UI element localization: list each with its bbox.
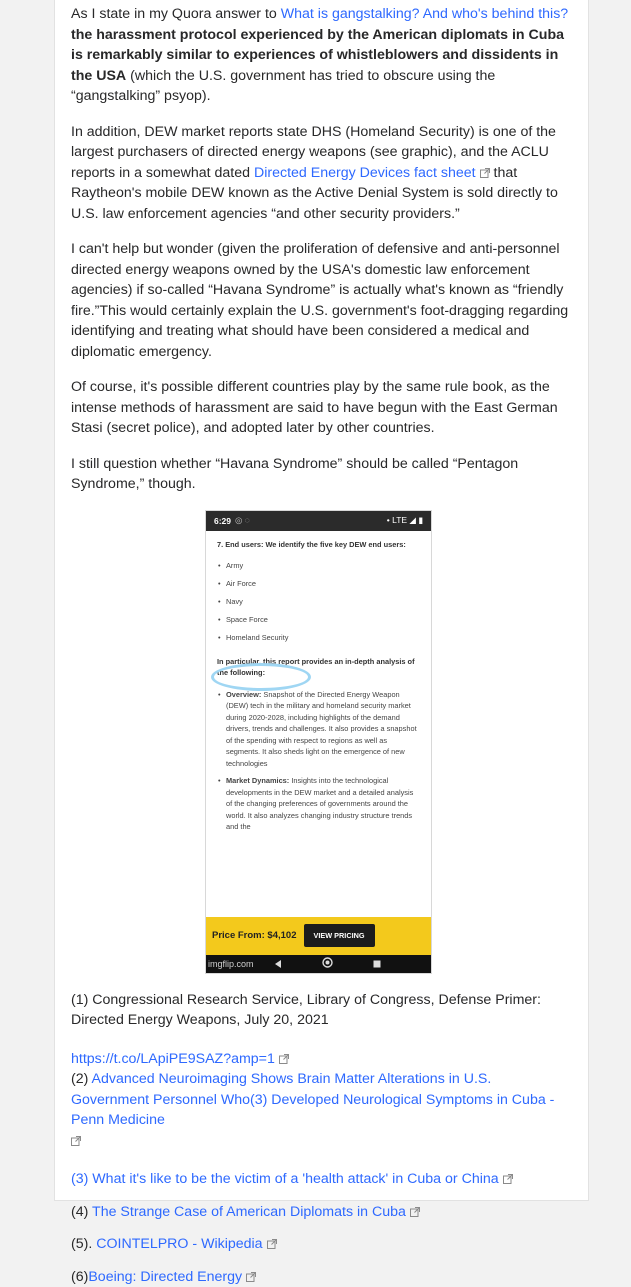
reference-4-link[interactable]: The Strange Case of American Diplomats in Cuba [92, 1204, 406, 1220]
paragraph-3: I can't help but wonder (given the proliferation of defensive and anti-personnel directed energy weapons owned by the USA's domestic law enforcement agencies) if so-called “Havana Syndrome” is actually what's known as “friendly fire.”This would certainly explain the U.S. government's foot-dragging regarding identifying and treating what should have been considered a medical and diplomatic emergency. [71, 239, 571, 362]
text-fade [206, 899, 431, 917]
references [71, 990, 571, 1287]
external-link-icon [410, 1207, 420, 1217]
reference-6-link[interactable]: Boeing: Directed Energy [88, 1269, 242, 1285]
end-users-list [217, 560, 421, 644]
end-user-item: • Space Force [217, 614, 421, 626]
embedded-screenshot[interactable] [205, 510, 432, 974]
price-label: Price From: $4,102 [212, 930, 297, 941]
imgflip-watermark: imgflip.com [208, 959, 254, 969]
reference-5-link[interactable]: COINTELPRO - Wikipedia [96, 1236, 262, 1252]
paragraph-1: As I state in my Quora answer to What is gangstalking? And who's behind this? the harassment protocol experienced by the American diplomats in Cuba is remarkably similar to experiences of whistleblowers and dissidents in the USA (which the U.S. government has tried to obscure using the “gangstalking” psyop). [71, 4, 571, 107]
homeland-security-highlight-circle [211, 663, 311, 691]
market-dynamics-bullet: • Market Dynamics: Insights into the technological developments in the DEW market and a detailed analysis of the changing preferences of governments around the world. It also analyzes changing industry structure trends and the [217, 775, 421, 833]
reference-2: (2) Advanced Neuroimaging Shows Brain Matter Alterations in U.S. Government Personnel Who(3) Developed Neurological Symptoms in Cuba - Penn Medicine [71, 1069, 571, 1131]
analysis-heading: In particular, this report provides an in-depth analysis of the following: [217, 656, 421, 679]
end-users-heading: 7. End users: We identify the five key DEW end users: [217, 539, 421, 551]
external-link-icon [71, 1136, 81, 1146]
paragraph-2: In addition, DEW market reports state DHS (Homeland Security) is one of the largest purchasers of directed energy weapons (see graphic), and the ACLU reports in a somewhat dated Directed Energy Devices fact sheet that Raytheon's mobile DEW known as the Active Denial System is sold directly to U.S. law enforcement agencies “and other security providers.” [71, 122, 571, 225]
external-link-icon [503, 1174, 513, 1184]
reference-2-link[interactable]: Advanced Neuroimaging Shows Brain Matter Alterations in U.S. Government Personnel Who(3) Developed Neurological Symptoms in Cuba - Penn Medicine [71, 1071, 554, 1128]
reference-3 [71, 1169, 571, 1190]
reference-6: (6)Boeing: Directed Energy [71, 1267, 571, 1287]
end-user-item: • Army [217, 560, 421, 572]
home-icon [322, 955, 333, 973]
reference-3-link[interactable]: (3) What it's like to be the victim of a 'health attack' in Cuba or China [71, 1171, 499, 1187]
overview-bullet: • Overview: Snapshot of the Directed Energy Weapon (DEW) tech in the military and homeland security market during 2020-2028, including highlights of the demand drivers, trends and challenges. It also provides a snapshot of the spending with respect to regions as well as segments. It also sheds light on the emergence of new technologies [217, 689, 421, 770]
phone-status-bar [206, 511, 431, 531]
status-signal-icons: • LTE ◢ ▮ [387, 515, 423, 526]
reference-1-link-line [71, 1049, 571, 1070]
quora-answer-link[interactable]: What is gangstalking? And who's behind this? [281, 6, 568, 22]
external-link-icon [480, 168, 490, 178]
external-link-icon [246, 1272, 256, 1282]
status-notification-icons: ◎ ◌ [235, 515, 250, 526]
phone-nav-buttons [274, 955, 381, 973]
status-time: 6:29 [214, 516, 231, 526]
price-bar [206, 917, 431, 955]
end-user-item: • Air Force [217, 578, 421, 590]
paragraph-4: Of course, it's possible different countries play by the same rule book, as the intense methods of harassment are said to have begun with the East German Stasi (secret police), and adopted later by other countries. [71, 377, 571, 439]
back-icon [274, 955, 282, 973]
answer-content [71, 4, 571, 1287]
view-pricing-button[interactable]: VIEW PRICING [304, 924, 375, 947]
aclu-fact-sheet-link[interactable]: Directed Energy Devices fact sheet [254, 165, 476, 181]
paragraph-5: I still question whether “Havana Syndrome” should be called “Pentagon Syndrome,” though. [71, 454, 571, 495]
answer-card [55, 0, 588, 1200]
end-user-item-homeland-security: • Homeland Security [217, 632, 421, 644]
reference-1-link[interactable]: https://t.co/LApiPE9SAZ?amp=1 [71, 1051, 275, 1067]
external-link-icon [267, 1239, 277, 1249]
end-user-item: • Navy [217, 596, 421, 608]
recents-icon [373, 955, 381, 973]
reference-1: (1) Congressional Research Service, Library of Congress, Defense Primer: Directed Energy Weapons, July 20, 2021 [71, 990, 571, 1031]
phone-nav-bar [206, 955, 431, 973]
reference-5: (5). COINTELPRO - Wikipedia [71, 1234, 571, 1255]
external-link-icon [279, 1054, 289, 1064]
reference-2-icon-line [71, 1131, 571, 1152]
bold-statement: the harassment protocol experienced by the American diplomats in Cuba is remarkably similar to experiences of whistleblowers and dissidents in the USA [71, 27, 564, 84]
reference-4: (4) The Strange Case of American Diplomats in Cuba [71, 1202, 571, 1223]
